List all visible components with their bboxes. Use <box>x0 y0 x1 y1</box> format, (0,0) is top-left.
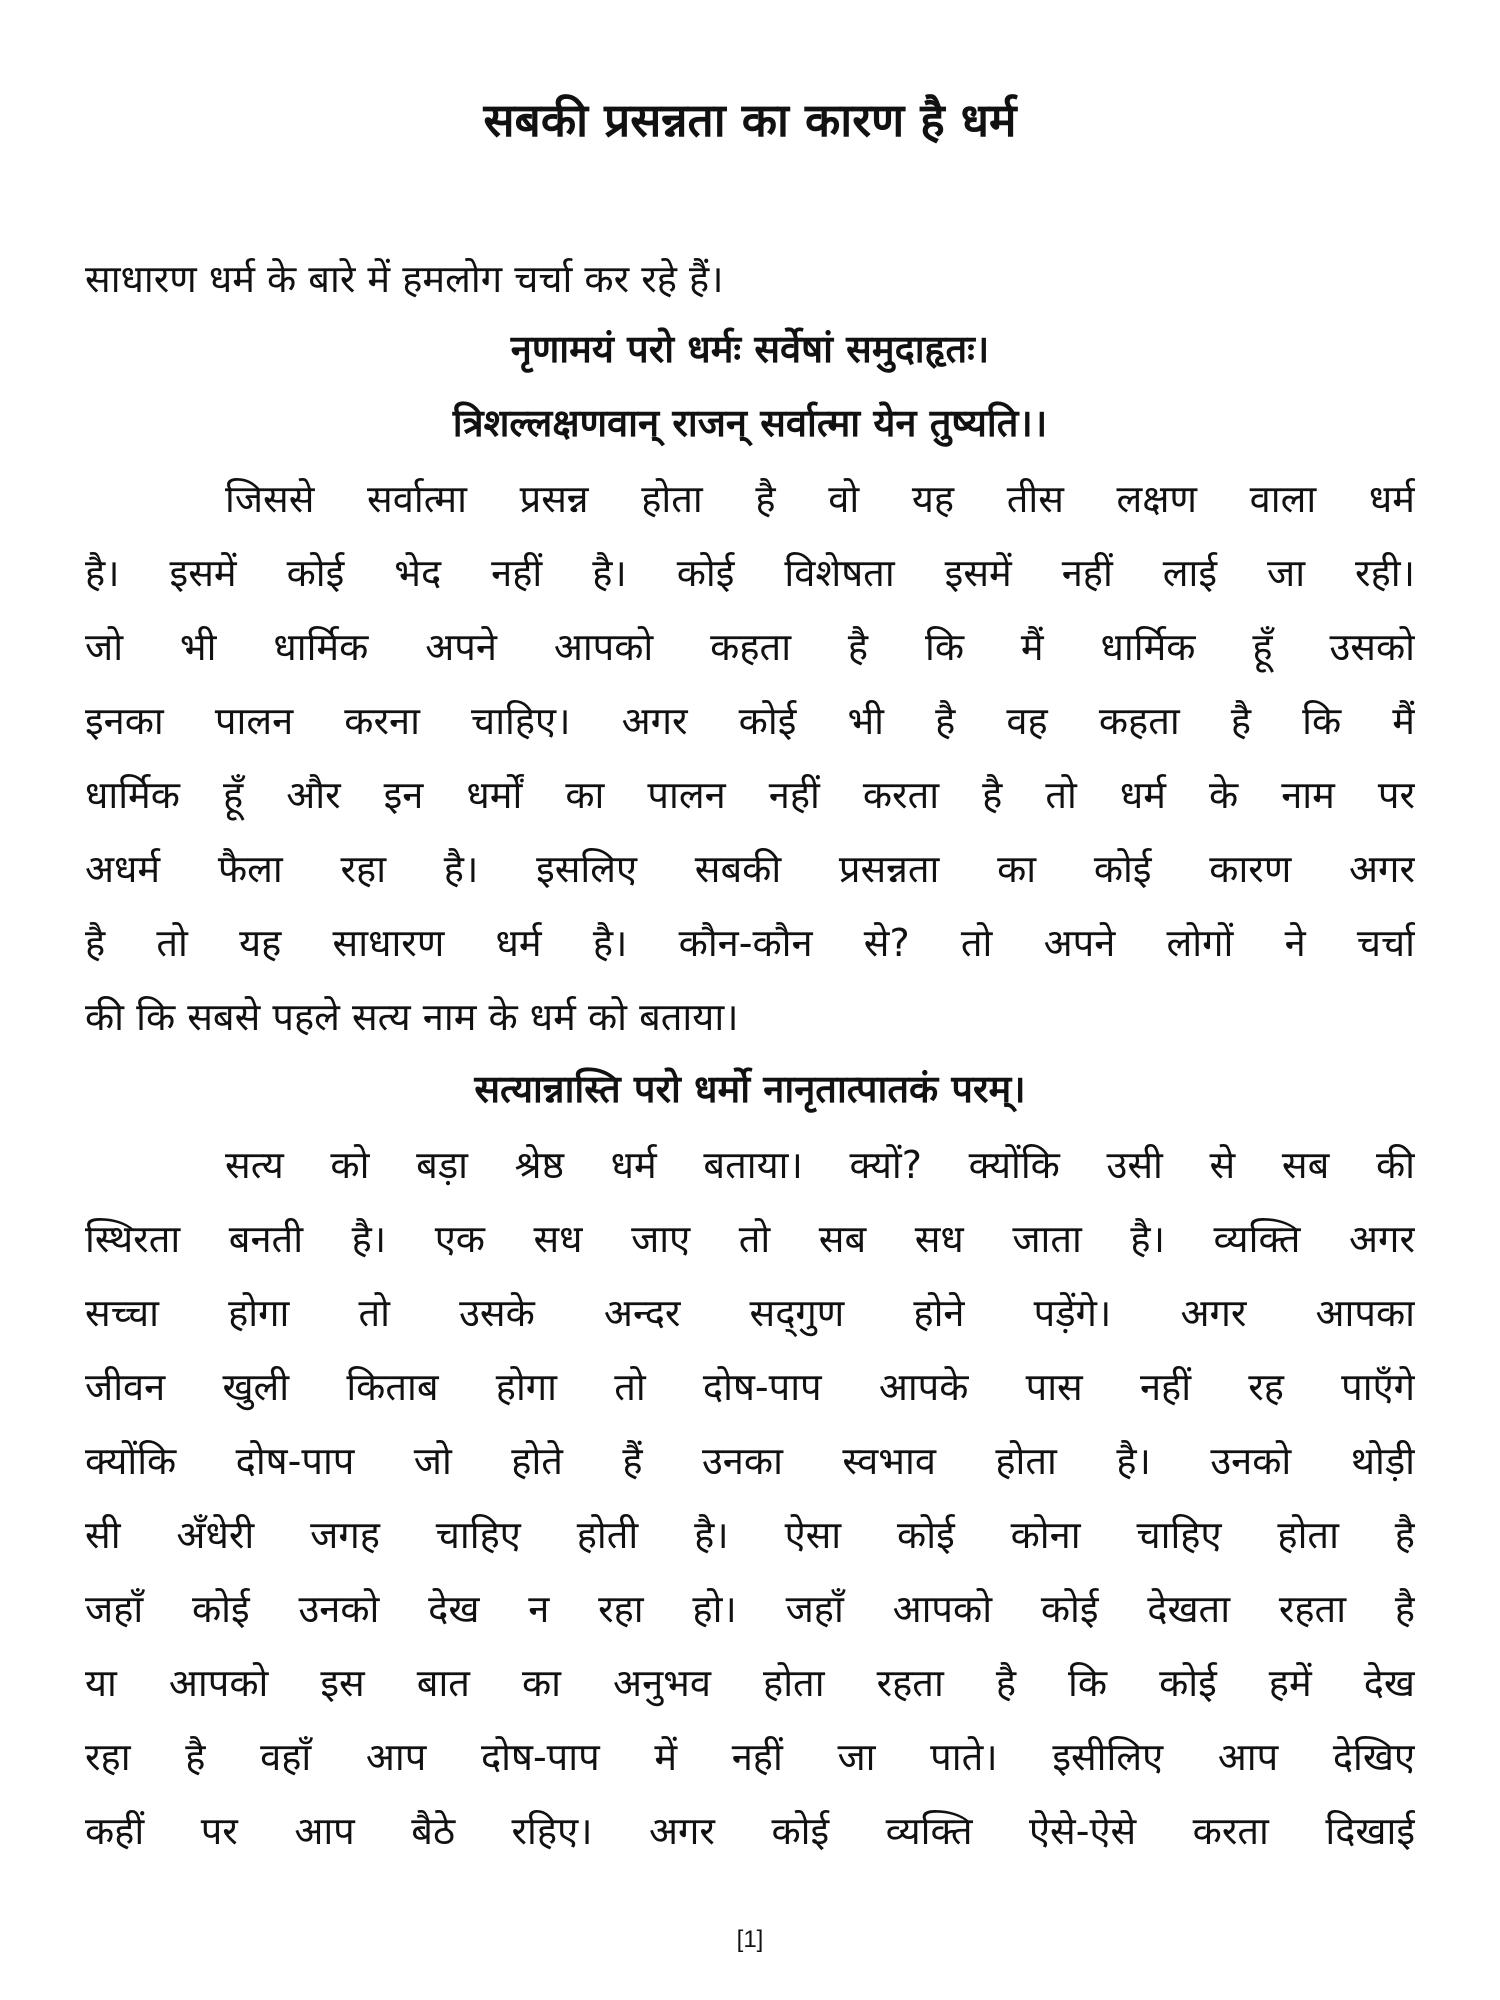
paragraph-2-line: स्थिरता बनती है। एक सध जाए तो सब सध जाता है। व्यक्ति अगर <box>85 1217 1415 1261</box>
paragraph-1-line: इनका पालन करना चाहिए। अगर कोई भी है वह कहता है कि मैं <box>85 699 1415 743</box>
intro-line: साधारण धर्म के बारे में हमलोग चर्चा कर रहे हैं। <box>85 257 724 301</box>
paragraph-1-line: अधर्म फैला रहा है। इसलिए सबकी प्रसन्नता का कोई कारण अगर <box>85 847 1415 891</box>
verse-line-1: नृणामयं परो धर्मः सर्वेषां समुदाहृतः। <box>510 327 990 371</box>
paragraph-1-line: की कि सबसे पहले सत्य नाम के धर्म को बताया। <box>85 995 739 1039</box>
paragraph-2-line: सत्य को बड़ा श्रेष्ठ धर्म बताया। क्यों? क्योंकि उसी से सब की <box>225 1143 1415 1187</box>
paragraph-2-line: कहीं पर आप बैठे रहिए। अगर कोई व्यक्ति ऐसे-ऐसे करता दिखाई <box>85 1809 1415 1853</box>
page-title: सबकी प्रसन्नता का कारण है धर्म <box>483 93 1017 147</box>
paragraph-1-line: है। इसमें कोई भेद नहीं है। कोई विशेषता इसमें नहीं लाई जा रही। <box>85 551 1415 595</box>
paragraph-1-line: है तो यह साधारण धर्म है। कौन-कौन से? तो अपने लोगों ने चर्चा <box>85 921 1415 965</box>
paragraph-1-line: धार्मिक हूँ और इन धर्मों का पालन नहीं करता है तो धर्म के नाम पर <box>85 773 1415 817</box>
paragraph-2-line: या आपको इस बात का अनुभव होता रहता है कि कोई हमें देख <box>85 1661 1415 1705</box>
verse-line-3: सत्यान्नास्ति परो धर्मो नानृतात्पातकं परम्। <box>474 1067 1026 1111</box>
paragraph-2-line: रहा है वहाँ आप दोष-पाप में नहीं जा पाते। इसीलिए आप देखिए <box>85 1735 1415 1779</box>
paragraph-1-line: जो भी धार्मिक अपने आपको कहता है कि मैं धार्मिक हूँ उसको <box>85 625 1415 669</box>
paragraph-1-line: जिससे सर्वात्मा प्रसन्न होता है वो यह तीस लक्षण वाला धर्म <box>225 477 1415 521</box>
paragraph-2-line: क्योंकि दोष-पाप जो होते हैं उनका स्वभाव होता है। उनको थोड़ी <box>85 1439 1415 1483</box>
paragraph-2-line: सच्चा होगा तो उसके अन्दर सद्‌गुण होने पड़ेंगे। अगर आपका <box>85 1291 1415 1335</box>
paragraph-2-line: जहाँ कोई उनको देख न रहा हो। जहाँ आपको कोई देखता रहता है <box>85 1587 1415 1631</box>
paragraph-2-line: जीवन खुली किताब होगा तो दोष-पाप आपके पास नहीं रह पाएँगे <box>85 1365 1415 1409</box>
page-number: [1] <box>736 1926 764 1953</box>
paragraph-2-line: सी अँधेरी जगह चाहिए होती है। ऐसा कोई कोना चाहिए होता है <box>85 1513 1415 1557</box>
verse-line-2: त्रिशल्लक्षणवान् राजन् सर्वात्मा येन तुष्यति।। <box>452 401 1048 445</box>
